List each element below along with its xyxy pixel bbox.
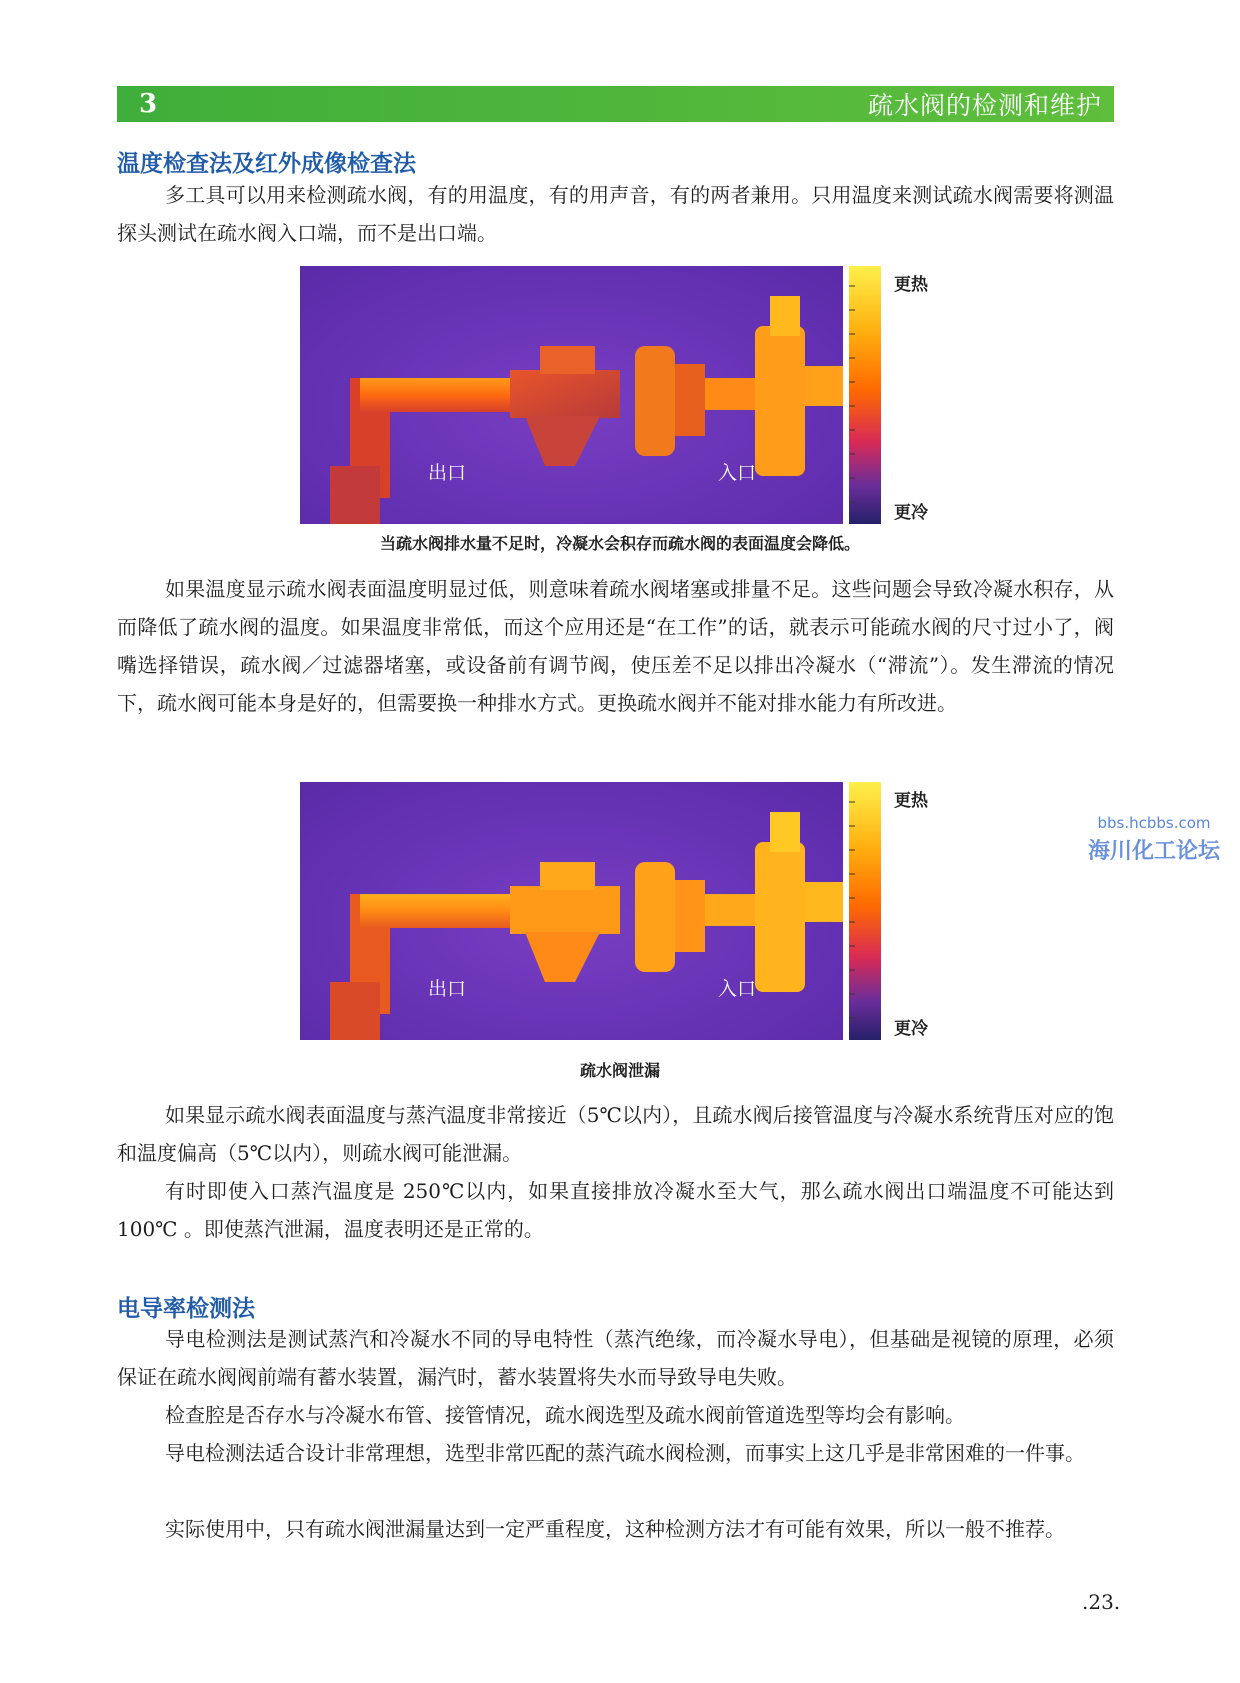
conductivity-paragraph-1: 导电检测法是测试蒸汽和冷凝水不同的导电特性（蒸汽绝缘，而冷凝水导电），但基础是视镜的原理，必须保证在疏水阀阀前端有蓄水装置，漏汽时，蓄水装置将失水而导致导电失败。 <box>117 1327 1114 1389</box>
paragraph-leak-signs: 如果显示疏水阀表面温度与蒸汽温度非常接近（5℃以内），且疏水阀后接管温度与冷凝水系统背压对应的饱和温度偏高（5℃以内），则疏水阀可能泄漏。 <box>117 1103 1114 1165</box>
scale-cold-label: 更冷 <box>894 503 928 523</box>
inlet-label: 入口 <box>718 978 757 1000</box>
scale-cold-label: 更冷 <box>894 1019 928 1039</box>
conductivity-paragraph-4: 实际使用中，只有疏水阀泄漏量达到一定严重程度，这种检测方法才有可能有效果，所以一般不推荐。 <box>165 1517 1065 1541</box>
temperature-scale-bar <box>849 782 881 1040</box>
thermal-image-leaking <box>300 782 843 1040</box>
intro-paragraph: 多工具可以用来检测疏水阀，有的用温度，有的用声音，有的两者兼用。只用温度来测试疏水阀需要将测温探头测试在疏水阀入口端，而不是出口端。 <box>117 183 1114 245</box>
inlet-label: 入口 <box>718 462 757 484</box>
scale-hot-label: 更热 <box>894 791 928 811</box>
watermark-name: 海川化工论坛 <box>1088 839 1221 864</box>
paragraph-low-temperature: 如果温度显示疏水阀表面温度明显过低，则意味着疏水阀堵塞或排量不足。这些问题会导致冷凝水积存，从而降低了疏水阀的温度。如果温度非常低，而这个应用还是“在工作”的话，就表示可能疏水阀的尺寸过小了，阀嘴选择错误，疏水阀／过滤器堵塞，或设备前有调节阀，使压差不足以排出冷凝水（“滞流”）。发生滞流的情况下，疏水阀可能本身是好的，但需要换一种排水方式。更换疏水阀并不能对排水能力有所改进。 <box>117 577 1114 715</box>
thermal-figure-blocked <box>300 266 940 524</box>
thermal-image-blocked <box>300 266 843 524</box>
watermark-url: bbs.hcbbs.com <box>1097 814 1211 832</box>
outlet-label: 出口 <box>428 978 467 1000</box>
page-number: .23. <box>1082 1590 1121 1614</box>
chapter-header-bar <box>117 86 1114 122</box>
section-heading-temperature: 温度检查法及红外成像检查法 <box>117 151 416 177</box>
chapter-title: 疏水阀的检测和维护 <box>867 91 1102 120</box>
scale-hot-label: 更热 <box>894 275 928 295</box>
conductivity-paragraph-3: 导电检测法适合设计非常理想，选型非常匹配的蒸汽疏水阀检测，而事实上这几乎是非常困难的一件事。 <box>165 1441 1085 1465</box>
figure-caption-leaking: 疏水阀泄漏 <box>579 1061 660 1080</box>
chapter-number: 3 <box>139 89 158 119</box>
conductivity-paragraph-2: 检查腔是否存水与冷凝水布管、接管情况，疏水阀选型及疏水阀前管道选型等均会有影响。 <box>165 1403 965 1427</box>
section-heading-conductivity: 电导率检测法 <box>117 1296 255 1322</box>
thermal-figure-leaking <box>300 782 940 1040</box>
figure-caption-blocked: 当疏水阀排水量不足时，冷凝水会积存而疏水阀的表面温度会降低。 <box>379 534 860 553</box>
temperature-scale-bar <box>849 266 881 524</box>
forum-watermark <box>1088 814 1220 865</box>
paragraph-outlet-temperature: 有时即使入口蒸汽温度是 250℃以内，如果直接排放冷凝水至大气，那么疏水阀出口端温度不可能达到 100℃ 。即使蒸汽泄漏，温度表明还是正常的。 <box>117 1179 1114 1241</box>
outlet-label: 出口 <box>428 462 467 484</box>
